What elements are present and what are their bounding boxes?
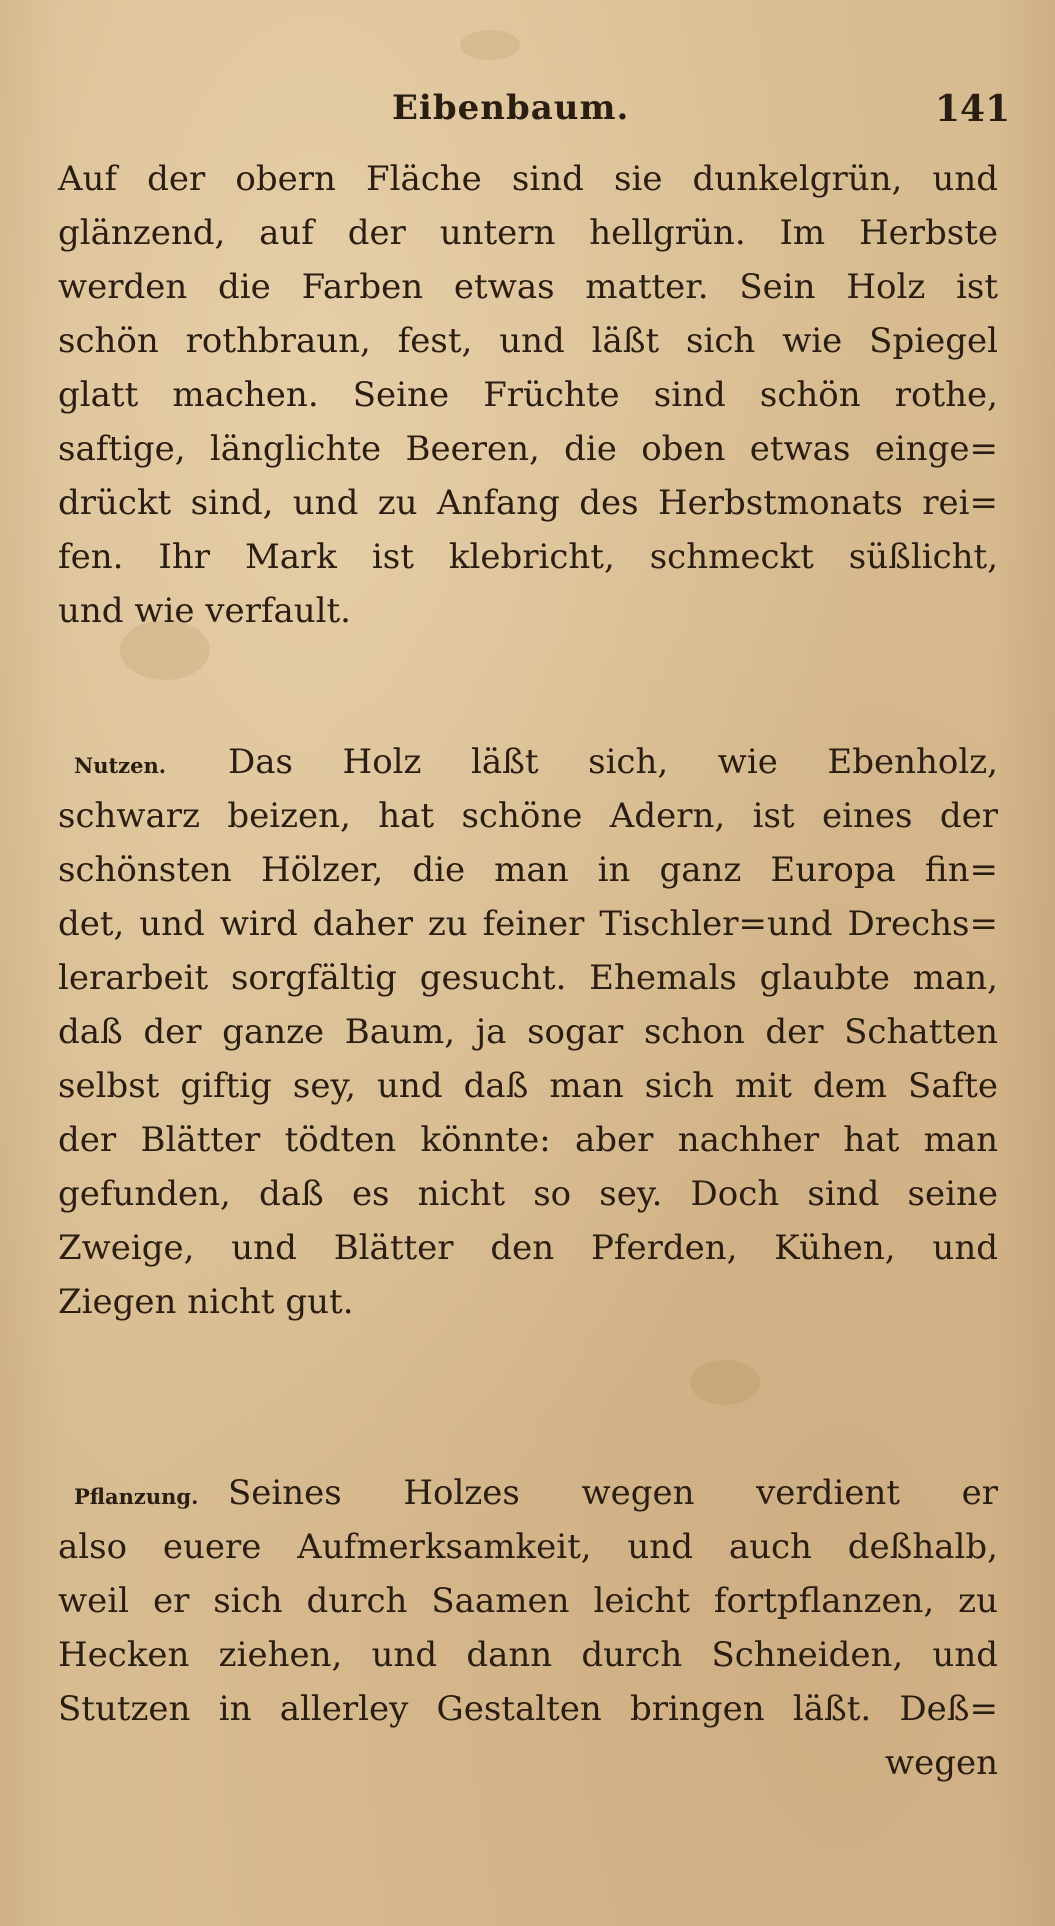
page-number: 141 [935,88,1011,130]
text-line: Das Holz läßt sich, wie Ebenholz, [228,742,998,782]
catchword: wegen [884,1743,998,1783]
text-line: glänzend, auf der untern hellgrün. Im Herbste [58,213,998,253]
paper-stain [690,1360,760,1405]
paragraph-description [58,152,998,638]
margin-note: Pflanzung. [74,1484,199,1509]
text-line: gefunden, daß es nicht so sey. Doch sind seine [58,1174,998,1214]
text-line: glatt machen. Seine Früchte sind schön rothe, [58,375,998,415]
text-line: weil er sich durch Saamen leicht fortpflanzen, zu [58,1581,998,1621]
text-line: fen. Ihr Mark ist klebricht, schmeckt süßlicht, [58,537,998,577]
text-line: Zweige, und Blätter den Pferden, Kühen, und [58,1228,998,1268]
text-line: Seines Holzes wegen verdient er [228,1473,998,1513]
text-line: und wie verfault. [58,591,351,631]
page-header [0,88,1055,138]
text-line: lerarbeit sorgfältig gesucht. Ehemals glaubte man, [58,958,998,998]
text-line: saftige, länglichte Beeren, die oben etwas einge= [58,429,998,469]
first-line [58,1466,998,1520]
text-line: der Blätter tödten könnte: aber nachher hat man [58,1120,998,1160]
text-line: daß der ganze Baum, ja sogar schon der Schatten [58,1012,998,1052]
text-line: schönsten Hölzer, die man in ganz Europa fin= [58,850,998,890]
text-line: Stutzen in allerley Gestalten bringen läßt. Deß= [58,1689,998,1729]
paragraph-pflanzung [58,1466,998,1790]
text-line: drückt sind, und zu Anfang des Herbstmonats rei= [58,483,998,523]
text-line: werden die Farben etwas matter. Sein Holz ist [58,267,998,307]
paragraph-nutzen [58,735,998,1329]
text-line: also euere Aufmerksamkeit, und auch deßhalb, [58,1527,998,1567]
text-line: selbst giftig sey, und daß man sich mit dem Safte [58,1066,998,1106]
text-line: det, und wird daher zu feiner Tischler=und Drechs= [58,904,998,944]
text-line: schön rothbraun, fest, und läßt sich wie Spiegel [58,321,998,361]
text-line: Hecken ziehen, und dann durch Schneiden, und [58,1635,998,1675]
text-line: schwarz beizen, hat schöne Adern, ist eines der [58,796,998,836]
first-line [58,735,998,789]
running-title: Eibenbaum. [392,88,630,128]
text-line: Auf der obern Fläche sind sie dunkelgrün, und [58,159,998,199]
paper-stain [460,30,520,60]
margin-note: Nutzen. [74,753,167,778]
text-line: Ziegen nicht gut. [58,1282,354,1322]
